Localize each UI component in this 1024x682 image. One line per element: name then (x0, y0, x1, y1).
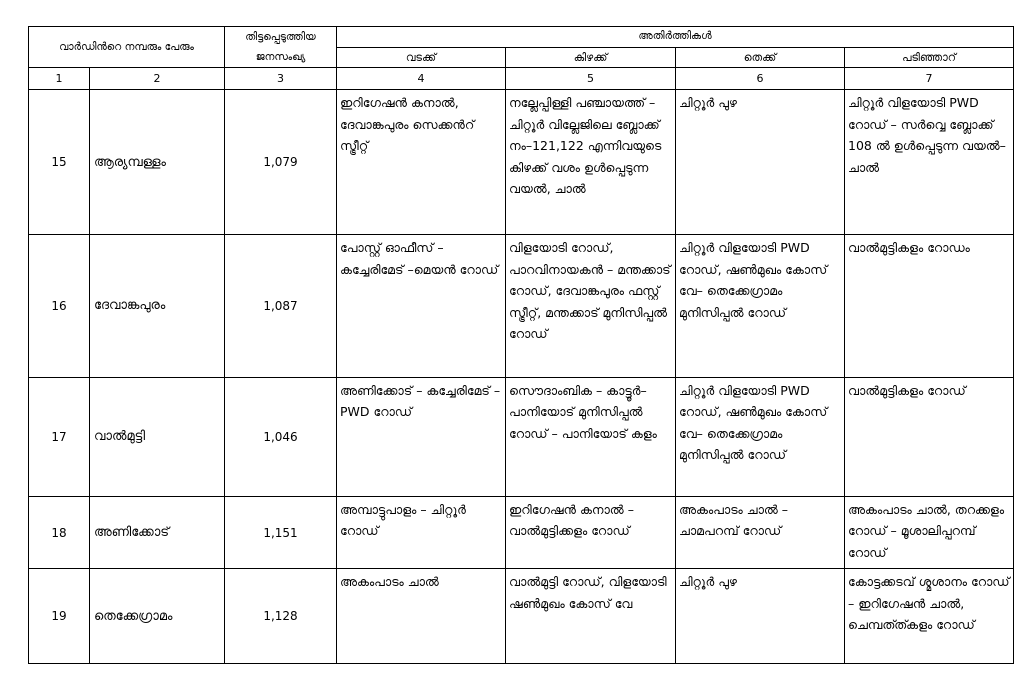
header-north: വടക്ക് (337, 48, 506, 68)
col-number: 7 (845, 68, 1014, 90)
ward-population: 1,079 (225, 90, 337, 235)
col-number: 5 (506, 68, 676, 90)
boundary-north: അകംപാടം ചാൽ (337, 569, 506, 664)
col-number: 1 (29, 68, 90, 90)
ward-number: 15 (29, 90, 90, 235)
boundary-north: പോസ്റ്റ് ഓഫീസ് – കച്ചേരിമേട് –മെയൻ റോഡ് (337, 235, 506, 378)
boundary-east: വാൽമുട്ടി റോഡ്, വിളയോടി ഷൺമുഖം കോസ് വേ (506, 569, 676, 664)
boundary-north: അമ്പാട്ടുപാളം – ചിറ്റൂർ റോഡ് (337, 496, 506, 569)
ward-population: 1,087 (225, 235, 337, 378)
boundary-south: ചിറ്റൂർ പുഴ (676, 90, 845, 235)
col-number: 2 (90, 68, 225, 90)
table-row (29, 569, 1014, 664)
col-number: 3 (225, 68, 337, 90)
header-population: തിട്ടപ്പെടുത്തിയ ജനസംഖ്യ (225, 27, 337, 68)
table-row (29, 496, 1014, 569)
ward-name: അണിക്കോട് (90, 496, 225, 569)
boundary-west: വാൽമുട്ടികളം റോഡം (845, 235, 1014, 378)
ward-number: 18 (29, 496, 90, 569)
ward-number: 19 (29, 569, 90, 664)
boundary-east: ഇറിഗേഷൻ കനാൽ – വാൽമുട്ടിക്കളം റോഡ് (506, 496, 676, 569)
boundary-east: സൌദാംബിക – കാട്ടൂർ– പാനിയോട് മുനിസിപ്പൽ റോഡ് – പാനിയോട് കളം (506, 377, 676, 496)
header-south: തെക്ക് (676, 48, 845, 68)
boundary-west: അകംപാടം ചാൽ, തറക്കളം റോഡ് – മൂശാലിപ്പറമ്പ് റോഡ് (845, 496, 1014, 569)
boundary-west: ചിറ്റൂർ വിളയോടി PWD റോഡ് – സർവ്വെ ബ്ലോക്ക് 108 ൽ ഉൾപ്പെടുന്ന വയൽ– ചാൽ (845, 90, 1014, 235)
table-row (29, 235, 1014, 378)
ward-number: 17 (29, 377, 90, 496)
header-ward-no-name: വാർഡിൻറെ നമ്പരും പേരും (29, 27, 225, 68)
boundary-east: നല്ലേപ്പിള്ളി പഞ്ചായത്ത് – ചിറ്റൂർ വില്ലേജിലെ ബ്ലോക്ക് നം–121,122 എന്നിവയുടെ കിഴക്ക് വശം ഉൾപ്പെടുന്ന വയൽ, ചാൽ (506, 90, 676, 235)
ward-population: 1,046 (225, 377, 337, 496)
ward-population: 1,151 (225, 496, 337, 569)
boundary-south: ചിറ്റൂർ പുഴ (676, 569, 845, 664)
header-east: കിഴക്ക് (506, 48, 676, 68)
boundary-south: ചിറ്റൂർ വിളയോടി PWD റോഡ്, ഷൺമുഖം കോസ് വേ– തെക്കേഗ്രാമം മുനിസിപ്പൽ റോഡ് (676, 377, 845, 496)
ward-name: തെക്കേഗ്രാമം (90, 569, 225, 664)
ward-name: ആര്യമ്പള്ളം (90, 90, 225, 235)
ward-boundary-table (28, 26, 1014, 664)
col-number: 4 (337, 68, 506, 90)
header-boundaries: അതിർത്തികൾ (337, 27, 1014, 48)
ward-name: വാൽമുട്ടി (90, 377, 225, 496)
boundary-south: അകംപാടം ചാൽ – ചാമപറമ്പ് റോഡ് (676, 496, 845, 569)
boundary-west: കോട്ടക്കടവ് ശ്മശാനം റോഡ് – ഇറിഗേഷൻ ചാൽ, ചെമ്പത്ത്കളം റോഡ് (845, 569, 1014, 664)
col-number: 6 (676, 68, 845, 90)
ward-name: ദേവാങ്കപുരം (90, 235, 225, 378)
boundary-north: അണിക്കോട് – കച്ചേരിമേട് – PWD റോഡ് (337, 377, 506, 496)
table-row (29, 90, 1014, 235)
boundary-north: ഇറിഗേഷൻ കനാൽ, ദേവാങ്കപുരം സെക്കൻറ് സ്ട്രീറ്റ് (337, 90, 506, 235)
boundary-west: വാൽമുട്ടികളം റോഡ് (845, 377, 1014, 496)
boundary-east: വിളയോടി റോഡ്, പാറവിനായകൻ – മന്തക്കാട് റോഡ്, ദേവാങ്കപുരം ഫസ്റ്റ് സ്ട്രീറ്റ്, മന്തക്കാട് മുനിസിപ്പൽ റോഡ് (506, 235, 676, 378)
boundary-south: ചിറ്റൂർ വിളയോടി PWD റോഡ്, ഷൺമുഖം കോസ് വേ– തെക്കേഗ്രാമം മുനിസിപ്പൽ റോഡ് (676, 235, 845, 378)
header-west: പടിഞ്ഞാറ് (845, 48, 1014, 68)
ward-number: 16 (29, 235, 90, 378)
table-row (29, 377, 1014, 496)
ward-population: 1,128 (225, 569, 337, 664)
